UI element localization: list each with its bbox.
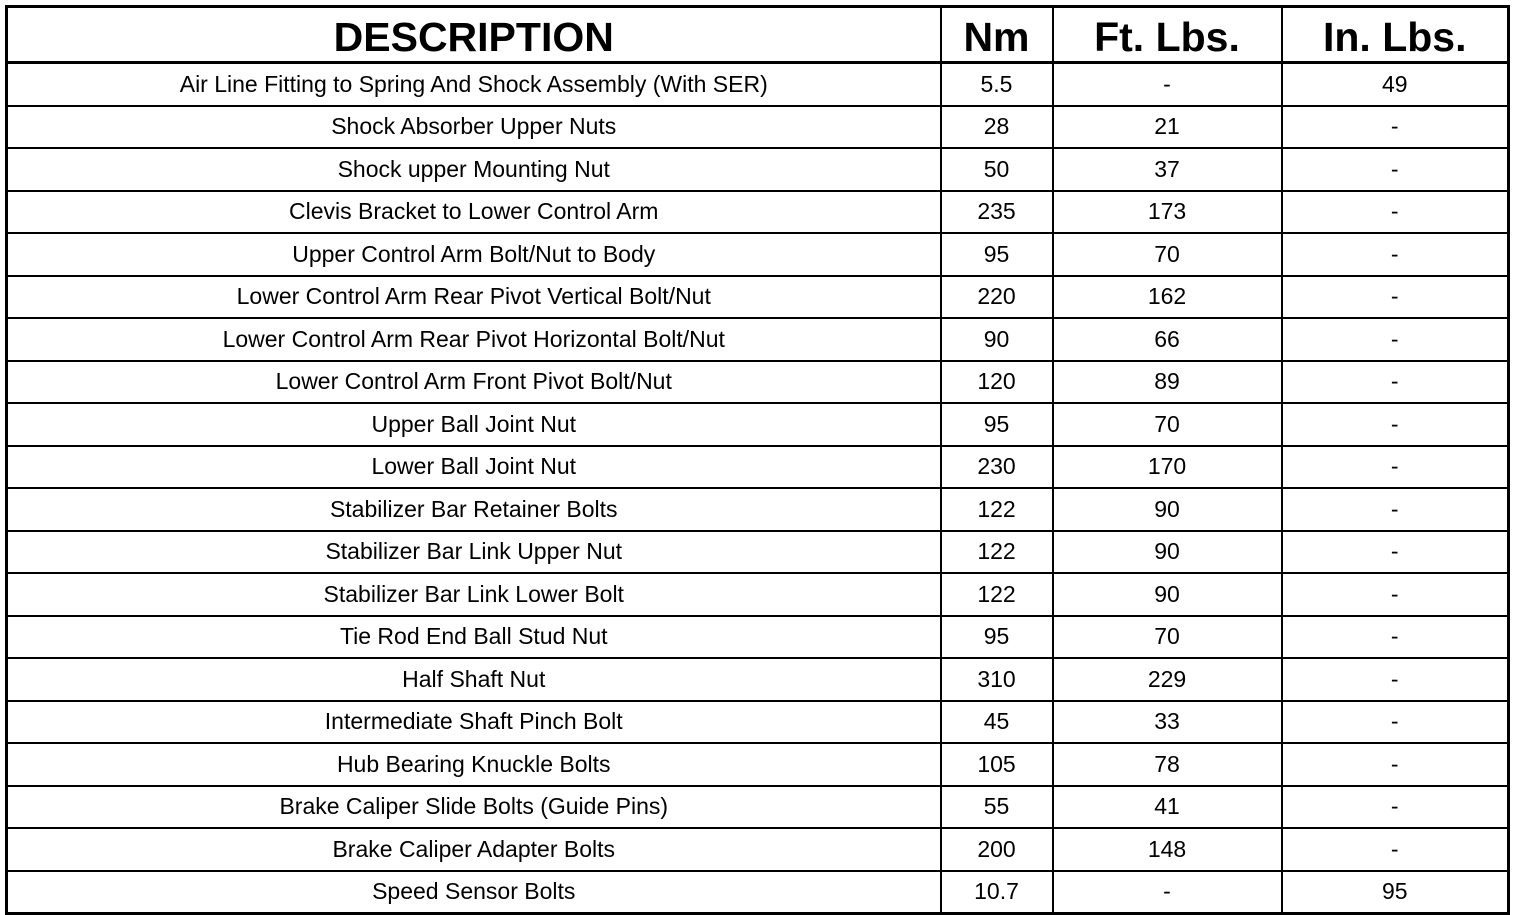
- table-row: [7, 828, 1509, 871]
- cell-ft-lbs: 173: [1053, 191, 1282, 234]
- cell-ft-lbs: 37: [1053, 148, 1282, 191]
- cell-description: Speed Sensor Bolts: [7, 871, 941, 914]
- cell-in-lbs: -: [1282, 191, 1509, 234]
- cell-ft-lbs: -: [1053, 871, 1282, 914]
- table-body: [7, 63, 1509, 914]
- cell-description: Stabilizer Bar Retainer Bolts: [7, 488, 941, 531]
- cell-description: Brake Caliper Adapter Bolts: [7, 828, 941, 871]
- cell-nm: 310: [941, 658, 1053, 701]
- table-row: [7, 488, 1509, 531]
- cell-description: Lower Control Arm Rear Pivot Vertical Bolt/Nut: [7, 276, 941, 319]
- table-row: [7, 786, 1509, 829]
- cell-ft-lbs: 148: [1053, 828, 1282, 871]
- cell-in-lbs: 95: [1282, 871, 1509, 914]
- table-header: [7, 7, 1509, 63]
- cell-description: Lower Control Arm Front Pivot Bolt/Nut: [7, 361, 941, 404]
- cell-in-lbs: 49: [1282, 63, 1509, 106]
- cell-in-lbs: -: [1282, 828, 1509, 871]
- cell-in-lbs: -: [1282, 701, 1509, 744]
- cell-in-lbs: -: [1282, 233, 1509, 276]
- cell-nm: 122: [941, 531, 1053, 574]
- table-row: [7, 701, 1509, 744]
- cell-nm: 55: [941, 786, 1053, 829]
- cell-ft-lbs: 90: [1053, 573, 1282, 616]
- cell-description: Upper Ball Joint Nut: [7, 403, 941, 446]
- cell-ft-lbs: 170: [1053, 446, 1282, 489]
- table-row: [7, 616, 1509, 659]
- cell-in-lbs: -: [1282, 658, 1509, 701]
- cell-nm: 235: [941, 191, 1053, 234]
- table-row: [7, 148, 1509, 191]
- table-row: [7, 531, 1509, 574]
- table-row: [7, 233, 1509, 276]
- cell-description: Stabilizer Bar Link Upper Nut: [7, 531, 941, 574]
- column-header-description: DESCRIPTION: [7, 7, 941, 63]
- cell-nm: 120: [941, 361, 1053, 404]
- cell-description: Brake Caliper Slide Bolts (Guide Pins): [7, 786, 941, 829]
- cell-in-lbs: -: [1282, 531, 1509, 574]
- cell-in-lbs: -: [1282, 786, 1509, 829]
- cell-in-lbs: -: [1282, 488, 1509, 531]
- cell-ft-lbs: 162: [1053, 276, 1282, 319]
- cell-nm: 200: [941, 828, 1053, 871]
- cell-ft-lbs: 70: [1053, 403, 1282, 446]
- cell-description: Shock Absorber Upper Nuts: [7, 106, 941, 149]
- table-row: [7, 276, 1509, 319]
- cell-nm: 105: [941, 743, 1053, 786]
- cell-in-lbs: -: [1282, 743, 1509, 786]
- cell-ft-lbs: 21: [1053, 106, 1282, 149]
- cell-in-lbs: -: [1282, 403, 1509, 446]
- cell-nm: 95: [941, 616, 1053, 659]
- cell-description: Hub Bearing Knuckle Bolts: [7, 743, 941, 786]
- table-row: [7, 191, 1509, 234]
- cell-in-lbs: -: [1282, 446, 1509, 489]
- cell-nm: 45: [941, 701, 1053, 744]
- cell-ft-lbs: 89: [1053, 361, 1282, 404]
- cell-description: Tie Rod End Ball Stud Nut: [7, 616, 941, 659]
- cell-description: Clevis Bracket to Lower Control Arm: [7, 191, 941, 234]
- cell-in-lbs: -: [1282, 318, 1509, 361]
- header-row: [7, 7, 1509, 63]
- cell-ft-lbs: 41: [1053, 786, 1282, 829]
- cell-nm: 10.7: [941, 871, 1053, 914]
- table-row: [7, 658, 1509, 701]
- cell-in-lbs: -: [1282, 573, 1509, 616]
- cell-nm: 50: [941, 148, 1053, 191]
- cell-description: Half Shaft Nut: [7, 658, 941, 701]
- cell-in-lbs: -: [1282, 276, 1509, 319]
- cell-description: Shock upper Mounting Nut: [7, 148, 941, 191]
- table-row: [7, 871, 1509, 914]
- column-header-in-lbs: In. Lbs.: [1282, 7, 1509, 63]
- cell-nm: 122: [941, 488, 1053, 531]
- cell-description: Lower Control Arm Rear Pivot Horizontal Bolt/Nut: [7, 318, 941, 361]
- cell-description: Upper Control Arm Bolt/Nut to Body: [7, 233, 941, 276]
- cell-ft-lbs: 229: [1053, 658, 1282, 701]
- cell-ft-lbs: 78: [1053, 743, 1282, 786]
- cell-in-lbs: -: [1282, 106, 1509, 149]
- table-row: [7, 106, 1509, 149]
- cell-ft-lbs: 70: [1053, 233, 1282, 276]
- table-row: [7, 361, 1509, 404]
- table-row: [7, 573, 1509, 616]
- table-row: [7, 63, 1509, 106]
- cell-in-lbs: -: [1282, 148, 1509, 191]
- cell-nm: 230: [941, 446, 1053, 489]
- cell-nm: 5.5: [941, 63, 1053, 106]
- cell-ft-lbs: 90: [1053, 488, 1282, 531]
- cell-description: Air Line Fitting to Spring And Shock Assembly (With SER): [7, 63, 941, 106]
- table-row: [7, 446, 1509, 489]
- table-row: [7, 318, 1509, 361]
- cell-description: Lower Ball Joint Nut: [7, 446, 941, 489]
- cell-in-lbs: -: [1282, 616, 1509, 659]
- cell-ft-lbs: -: [1053, 63, 1282, 106]
- column-header-nm: Nm: [941, 7, 1053, 63]
- cell-nm: 122: [941, 573, 1053, 616]
- table-row: [7, 743, 1509, 786]
- cell-in-lbs: -: [1282, 361, 1509, 404]
- column-header-ft-lbs: Ft. Lbs.: [1053, 7, 1282, 63]
- cell-nm: 90: [941, 318, 1053, 361]
- cell-ft-lbs: 33: [1053, 701, 1282, 744]
- torque-spec-table: [5, 5, 1510, 915]
- cell-ft-lbs: 66: [1053, 318, 1282, 361]
- cell-nm: 220: [941, 276, 1053, 319]
- cell-nm: 95: [941, 233, 1053, 276]
- cell-description: Intermediate Shaft Pinch Bolt: [7, 701, 941, 744]
- cell-ft-lbs: 90: [1053, 531, 1282, 574]
- cell-ft-lbs: 70: [1053, 616, 1282, 659]
- table-row: [7, 403, 1509, 446]
- cell-nm: 28: [941, 106, 1053, 149]
- cell-description: Stabilizer Bar Link Lower Bolt: [7, 573, 941, 616]
- cell-nm: 95: [941, 403, 1053, 446]
